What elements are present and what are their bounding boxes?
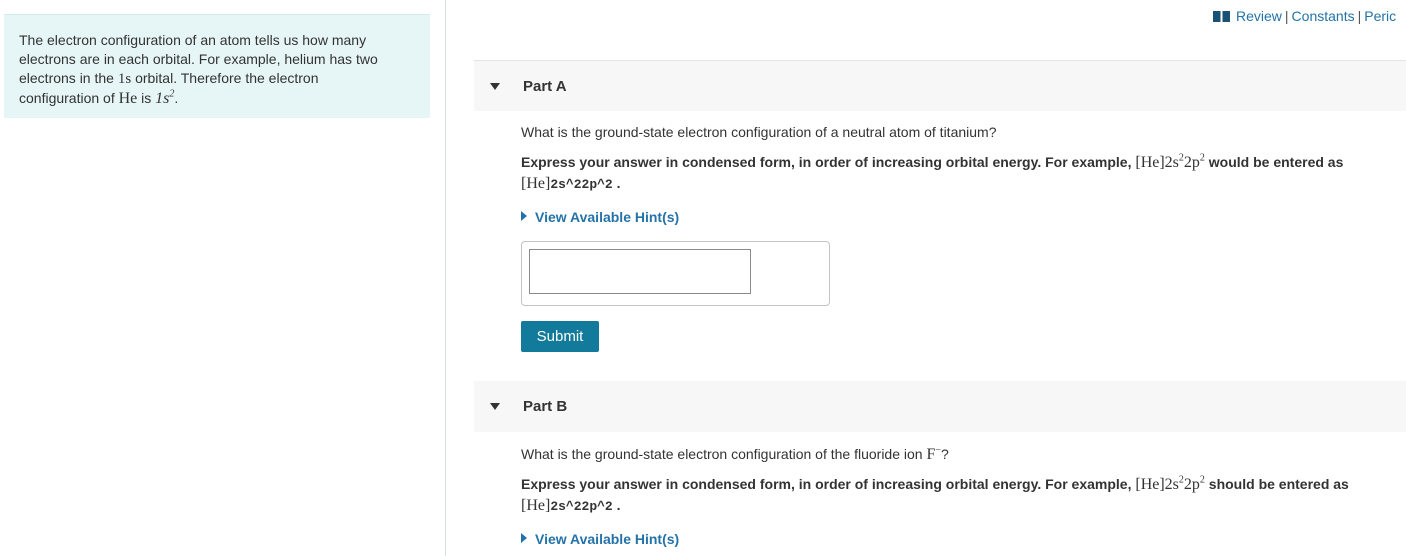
collapse-triangle-icon[interactable] (490, 403, 500, 410)
part-a-instructions: Express your answer in condensed form, in order of increasing orbital energy. For example, $[He]2s^22p^2$ would be entered as [He]2s^22p^2 . (521, 152, 1344, 192)
intro-text-line: electrons are in each orbital. For example, helium has two (19, 51, 378, 67)
expand-triangle-icon (521, 533, 527, 543)
part-b-hint-toggle[interactable]: View Available Hint(s) (521, 531, 679, 547)
review-link[interactable]: Review (1236, 8, 1282, 24)
part-b-header[interactable] (474, 381, 1406, 432)
collapse-triangle-icon[interactable] (490, 83, 500, 90)
part-b-question: What is the ground-state electron configuration of the fluoride ion F−? (521, 444, 949, 463)
intro-text-line: electrons in the 1s orbital. Therefore the electron (19, 70, 319, 87)
periodic-table-link[interactable]: Peric (1364, 8, 1397, 24)
example-code-math: [He] (521, 497, 551, 514)
intro-panel (4, 14, 430, 118)
helium-config-math: $1s^2$ (155, 88, 175, 107)
example-code: 2s^22p^2 (550, 177, 613, 192)
link-separator: | (1284, 8, 1289, 24)
part-a-header[interactable] (474, 60, 1406, 111)
panel-divider (445, 0, 446, 556)
part-b-instructions: Express your answer in condensed form, in order of increasing orbital energy. For example, $[He]2s^22p^2$ should be entered as [He]2s^22p^2 . (521, 474, 1349, 514)
intro-text-line: The electron configuration of an atom tells us how many (19, 32, 367, 48)
answer-input[interactable] (529, 249, 751, 294)
link-separator: | (1357, 8, 1362, 24)
part-b-title: Part B (523, 398, 568, 415)
book-icon (1213, 11, 1230, 22)
part-a-question: What is the ground-state electron configuration of a neutral atom of titanium? (521, 124, 997, 140)
example-code-math: [He] (521, 175, 551, 192)
intro-text-line: configuration of He is $1s^2$. (19, 88, 179, 107)
example-math: $[He]2s^22p^2$ (1135, 474, 1205, 493)
helium-symbol: He (118, 90, 138, 107)
expand-triangle-icon (521, 211, 527, 221)
submit-button[interactable]: Submit (521, 321, 599, 352)
example-math: $[He]2s^22p^2$ (1135, 152, 1205, 171)
answer-container (521, 241, 830, 306)
orbital-math: 1s (117, 71, 132, 87)
top-links (1213, 7, 1406, 27)
fluoride-ion-math: F− (926, 444, 942, 463)
example-code: 2s^22p^2 (550, 499, 613, 514)
part-a-title: Part A (523, 78, 567, 95)
part-a-hint-toggle[interactable]: View Available Hint(s) (521, 209, 679, 225)
constants-link[interactable]: Constants (1291, 8, 1355, 24)
